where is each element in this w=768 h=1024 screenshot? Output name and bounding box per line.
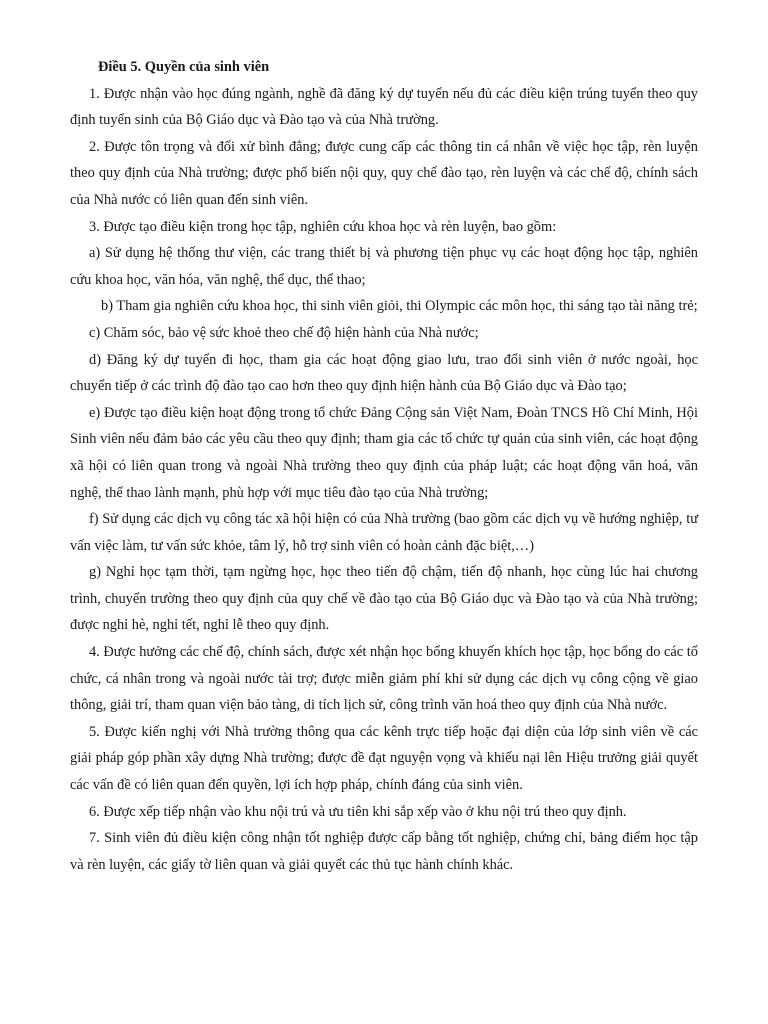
paragraph-3c: c) Chăm sóc, bảo vệ sức khoẻ theo chế độ hiện hành của Nhà nước; [89,324,479,341]
paragraph-5: 5. Được kiến nghị với Nhà trường thông qua các kênh trực tiếp hoặc đại diện của lớp sinh viên về các giải pháp góp phần xây dựng Nhà trường; được đề đạt nguyện vọng và khiếu nại lên Hiệu trưởng giải quyết các vấn đề có liên quan đến quyền, lợi ích hợp pháp, chính đáng của sinh viên. [70,723,698,794]
document-page [70,54,698,878]
paragraph-3g: g) Nghỉ học tạm thời, tạm ngừng học, học theo tiến độ chậm, tiến độ nhanh, học cùng lúc hai chương trình, chuyển trường theo quy định của quy chế về đào tạo của Bộ Giáo dục và Đào tạo và của Nhà trường; được nghỉ hè, nghỉ tết, nghỉ lễ theo quy định. [70,564,698,634]
paragraph-2: 2. Được tôn trọng và đối xử bình đẳng; được cung cấp các thông tin cá nhân về việc học tập, rèn luyện theo quy định của Nhà trường; được phổ biến nội quy, quy chế đào tạo, rèn luyện và các chế độ, chính sách của Nhà nước có liên quan đến sinh viên. [70,138,698,208]
paragraph-3f: f) Sử dụng các dịch vụ công tác xã hội hiện có của Nhà trường (bao gồm các dịch vụ về hướng nghiệp, tư vấn việc làm, tư vấn sức khỏe, tâm lý, hỗ trợ sinh viên có hoàn cảnh đặc biệt,…) [70,511,698,554]
article-title: Điều 5. Quyền của sinh viên [98,59,270,75]
paragraph-6: 6. Được xếp tiếp nhận vào khu nội trú và ưu tiên khi sắp xếp vào ở khu nội trú theo quy định. [89,803,627,820]
paragraph-4: 4. Được hưởng các chế độ, chính sách, được xét nhận học bổng khuyến khích học tập, học bổng do các tổ chức, cá nhân trong và ngoài nước tài trợ; được miễn giảm phí khi sử dụng các dịch vụ công cộng về giao thông, giải trí, tham quan viện bảo tàng, di tích lịch sử, công trình văn hoá theo quy định của Nhà nước. [70,644,698,714]
paragraph-3d: d) Đăng ký dự tuyển đi học, tham gia các hoạt động giao lưu, trao đổi sinh viên ở nước ngoài, học chuyển tiếp ở các trình độ đào tạo cao hơn theo quy định hiện hành của Bộ Giáo dục và Đào tạo; [70,351,698,395]
paragraph-3e: e) Được tạo điều kiện hoạt động trong tổ chức Đảng Cộng sản Việt Nam, Đoàn TNCS Hồ Chí Minh, Hội Sinh viên nếu đảm bảo các yêu cầu theo quy định; tham gia các tổ chức tự quản của sinh viên, các hoạt động xã hội có liên quan trong và ngoài Nhà trường theo quy định của pháp luật; các hoạt động văn hoá, văn nghệ, thể thao lành mạnh, phù hợp với mục tiêu đào tạo của Nhà trường; [70,404,698,501]
paragraph-3: 3. Được tạo điều kiện trong học tập, nghiên cứu khoa học và rèn luyện, bao gồm: [89,218,557,235]
paragraph-3b: b) Tham gia nghiên cứu khoa học, thi sinh viên giỏi, thi Olympic các môn học, thi sáng tạo tài năng trẻ; [101,298,698,315]
paragraph-3a: a) Sử dụng hệ thống thư viện, các trang thiết bị và phương tiện phục vụ các hoạt động học tập, nghiên cứu khoa học, văn hóa, văn nghệ, thể dục, thể thao; [70,245,698,288]
paragraph-7: 7. Sinh viên đủ điều kiện công nhận tốt nghiệp được cấp bằng tốt nghiệp, chứng chỉ, bảng điểm học tập và rèn luyện, các giấy tờ liên quan và giải quyết các thủ tục hành chính khác. [70,830,698,873]
paragraph-1: 1. Được nhận vào học đúng ngành, nghề đã đăng ký dự tuyển nếu đủ các điều kiện trúng tuyển theo quy định tuyển sinh của Bộ Giáo dục và Đào tạo và của Nhà trường. [70,85,698,129]
